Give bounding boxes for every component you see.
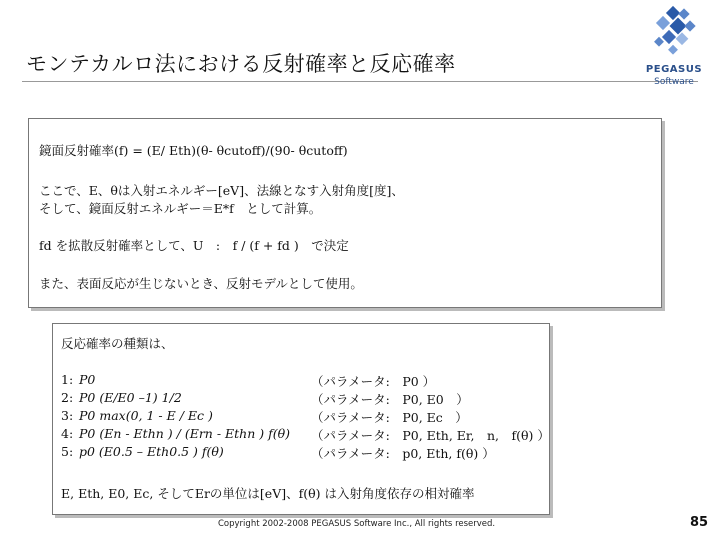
- reflection-probability-box: [28, 118, 662, 308]
- title-divider: [22, 81, 698, 82]
- item-formula: p0 (E0.5 – Eth0.5 ) f(θ): [79, 444, 224, 459]
- item-number: 3:: [61, 408, 74, 423]
- page-title: モンテカルロ法における反射確率と反応確率: [26, 52, 456, 76]
- copyright-footer: Copyright 2002-2008 PEGASUS Software Inc., All rights reserved.: [218, 519, 496, 529]
- logo-name: PEGASUS: [645, 64, 703, 75]
- box-heading: 反応確率の種類は、: [61, 336, 174, 351]
- item-parameters: （パラメータ: P0, Eth, Er, n, f(θ) ）: [311, 428, 550, 443]
- item-number: 1:: [61, 372, 74, 387]
- item-parameters: （パラメータ: P0 ）: [311, 374, 436, 389]
- item-formula: P0: [79, 372, 96, 387]
- item-formula: P0 (En - Ethn ) / (Ern - Ethn ) f(θ): [79, 426, 290, 441]
- item-parameters: （パラメータ: P0, Ec ）: [311, 410, 468, 425]
- pegasus-logo-icon: [634, 4, 714, 64]
- item-parameters: （パラメータ: p0, Eth, f(θ) ）: [311, 446, 495, 461]
- item-formula: P0 max(0, 1 - E / Ec ): [79, 408, 213, 423]
- logo-tagline: Software: [654, 77, 694, 87]
- usage-note: また、表面反応が生じないとき、反射モデルとして使用。: [39, 276, 363, 291]
- reaction-probability-box: [52, 323, 550, 515]
- definition-line: そして、鏡面反射エネルギー＝E*f として計算。: [39, 201, 322, 216]
- item-parameters: （パラメータ: P0, E0 ）: [311, 392, 469, 407]
- specular-formula: 鏡面反射確率(f) = (E/ Eth)(θ- θcutoff)/(90- θcutoff): [39, 143, 348, 158]
- page-number: 85: [690, 515, 709, 530]
- item-number: 5:: [61, 444, 74, 459]
- item-number: 2:: [61, 390, 74, 405]
- item-number: 4:: [61, 426, 74, 441]
- item-formula: P0 (E/E0 –1) 1/2: [79, 390, 182, 405]
- definition-line: ここで、E、θは入射エネルギー[eV]、法線となす入射角度[度]、: [39, 183, 404, 198]
- units-note: E, Eth, E0, Ec, そしてErの単位は[eV]、f(θ) は入射角度依存の相対確率: [61, 486, 475, 501]
- diffuse-line: fd を拡散反射確率として、U : f / (f + fd ) で決定: [39, 238, 349, 253]
- company-logo: [634, 4, 714, 92]
